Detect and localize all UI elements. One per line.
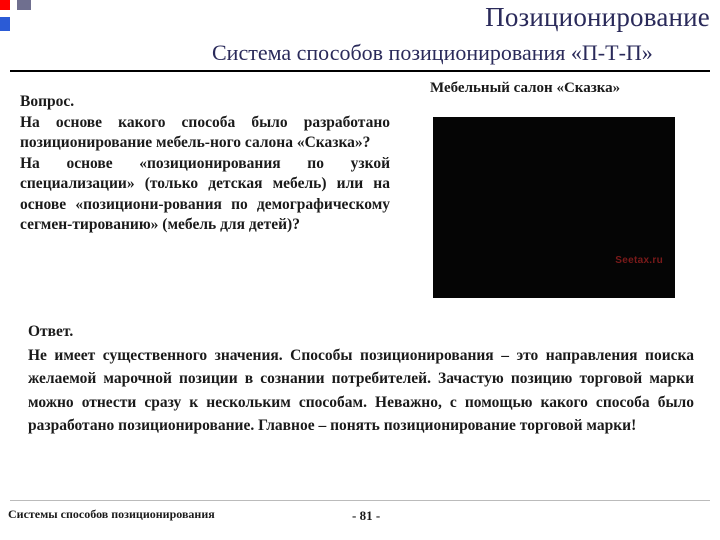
answer-label: Ответ. bbox=[28, 323, 74, 340]
corner-square-blue bbox=[0, 17, 10, 31]
question-block bbox=[20, 92, 390, 236]
question-label: Вопрос. bbox=[20, 93, 75, 110]
slide-title: Позиционирование bbox=[485, 2, 710, 32]
corner-square-red bbox=[0, 0, 10, 10]
slide-subtitle: Система способов позиционирования «П-Т-П» bbox=[212, 40, 653, 65]
store-photo bbox=[433, 117, 675, 298]
header-divider bbox=[10, 70, 710, 72]
photo-caption: Мебельный салон «Сказка» bbox=[430, 80, 621, 96]
answer-text: Не имеет существенного значения. Способы позиционирования – это направления поиска желаемой марочной позиции в сознании потребителей. Зачастую позицию торговой марки можно отнести сразу к нескольким способам. Неважно, с помощью какого способа было разработано позиционирование. Главное – понять позиционирование торговой марки! bbox=[28, 346, 694, 434]
photo-watermark: Seetax.ru bbox=[615, 255, 663, 266]
footer-divider bbox=[10, 500, 710, 501]
page-number: - 81 - bbox=[352, 508, 381, 523]
question-text-continued: На основе «позиционирования по узкой специализации» (только детская мебель) или на основе «позициони-рования по демографическому сегмен-тированию» (мебель для детей)? bbox=[20, 154, 390, 233]
answer-block bbox=[28, 320, 694, 438]
corner-square-grey bbox=[17, 0, 31, 10]
footer-section-name: Системы способов позиционирования bbox=[8, 507, 215, 521]
question-text: На основе какого способа было разработано позиционирование мебель-ного салона «Сказка»? bbox=[20, 113, 390, 151]
